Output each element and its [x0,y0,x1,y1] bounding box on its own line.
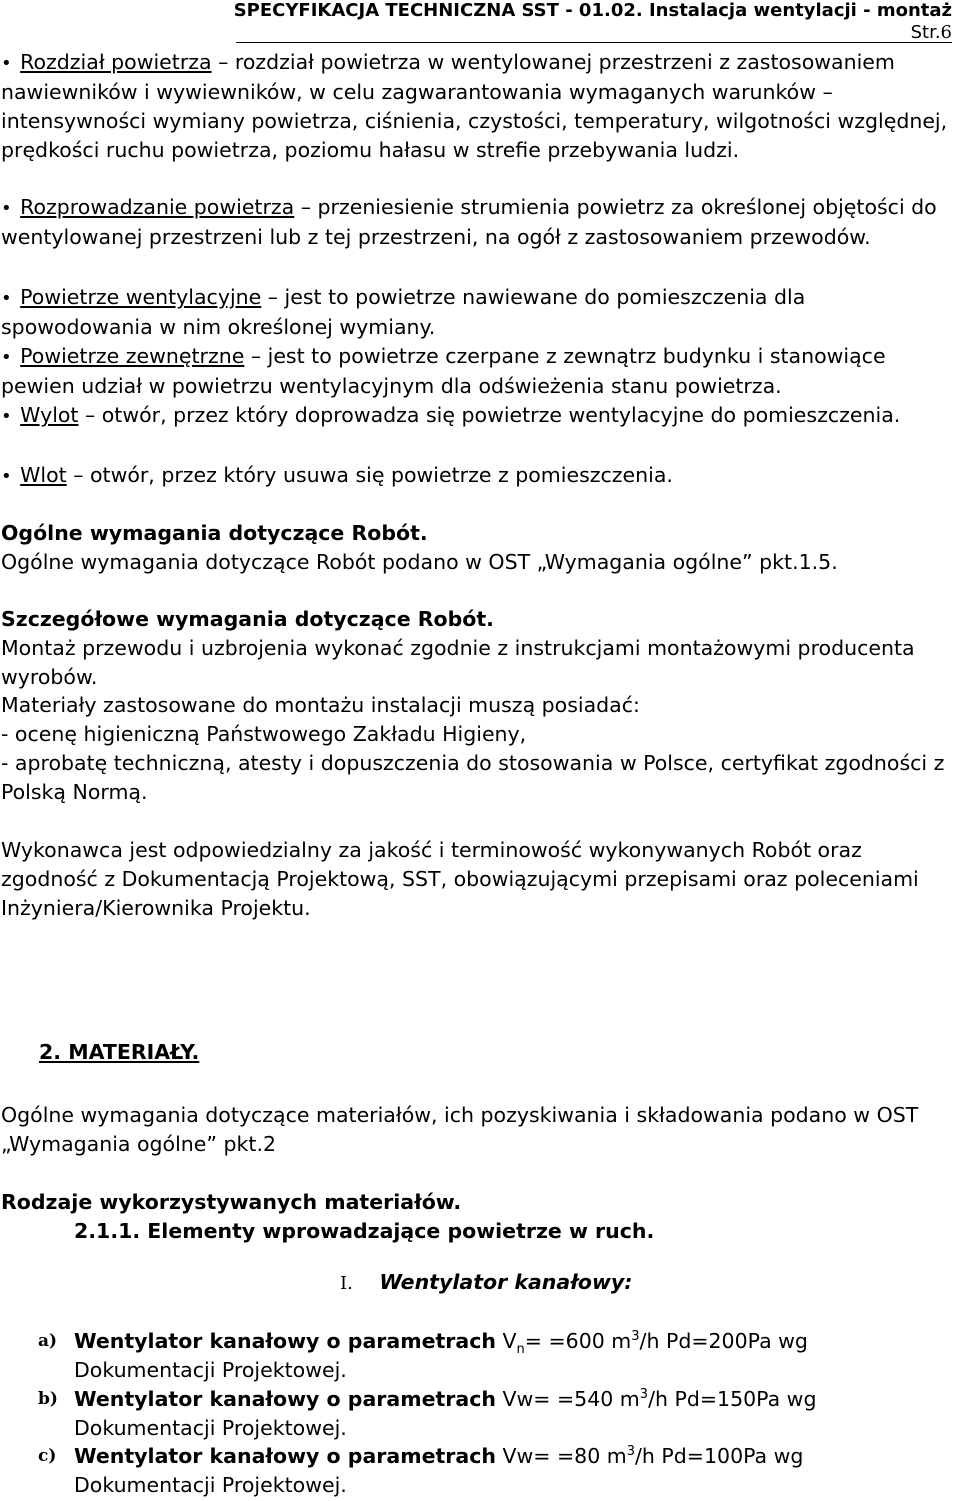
definition-term: Rozprowadzanie powietrza [20,195,295,219]
definition-term: Wlot [20,463,67,487]
definition-text: – przeniesienie strumienia powietrz za określonej objętości do wentylowanej przestrzeni lub z tej przestrzeni, na ogół z zastosowaniem przewodów. [1,195,937,249]
definition-item [1,342,956,401]
item-title: Wentylator kanałowy o parametrach [74,1387,496,1411]
fan-heading: Wentylator kanałowy: [379,1270,633,1294]
paragraph: - ocenę higieniczną Państwowego Zakładu Higieny, [1,722,527,746]
paragraph: - aprobatę techniczną, atesty i dopuszczenia do stosowania w Polsce, certyfikat zgodności z Polską Normą. [1,751,945,804]
item-line2: Dokumentacji Projektowej. [74,1358,347,1382]
chapter-heading-text: 2. MATERIAŁY. [39,1040,200,1064]
section-heading: Ogólne wymagania dotyczące Robót. [1,521,428,545]
item-pre: V [495,1329,517,1353]
definition-term: Rozdział powietrza [20,50,212,74]
page-number-value: 6 [940,22,952,43]
paragraph: Ogólne wymagania dotyczące materiałów, ich pozyskiwania i składowania podano w OST „Wymagania ogólne” pkt.2 [1,1103,919,1156]
item-sup: 3 [639,1387,649,1403]
paragraph: Materiały zastosowane do montażu instalacji muszą posiadać: [1,693,640,717]
definition-item [1,401,956,431]
definition-text: – rozdział powietrza w wentylowanej przestrzeni z zastosowaniem nawiewników i wywiewników, w celu zagwarantowania wymaganych warunków – intensywności wymiany powietrza, ciśnienia, czystości, temperatury, wilgotności względnej, prędkości ruchu powietrza, poziomu hałasu w strefie przebywania ludzi. [1,50,948,162]
bullet-icon: • [1,406,12,427]
bullet-icon: • [1,466,12,487]
item-pre: Vw= =540 m [495,1387,640,1411]
definition-term: Wylot [20,403,79,427]
item-mid: = =600 m [524,1329,632,1353]
item-letter: a) [38,1331,58,1351]
item-sup: 3 [631,1329,640,1345]
bullet-icon: • [1,198,12,219]
header-rule [236,42,952,43]
bullet-icon: • [1,347,12,368]
item-letter: b) [38,1389,58,1409]
page-prefix: Str. [910,22,941,43]
item-pre: Vw= =80 m [495,1444,627,1468]
section-heading: Rodzaje wykorzystywanych materiałów. [1,1190,462,1214]
roman-numeral: I. [340,1273,353,1294]
subsection-heading: 2.1.1. Elementy wprowadzające powietrze w ruch. [74,1219,655,1243]
definition-item [1,48,956,165]
definition-item [1,283,956,342]
chapter-heading [39,1038,439,1067]
item-sub: n [516,1342,525,1358]
definition-text: – jest to powietrze nawiewane do pomieszczenia dla spowodowania w nim określonej wymiany. [1,285,806,339]
item-title: Wentylator kanałowy o parametrach [74,1444,496,1468]
page-header-title: SPECYFIKACJA TECHNICZNA SST - 01.02. Instalacja wentylacji - montaż [233,0,952,21]
bullet-icon: • [1,288,12,309]
fan-heading-row [340,1268,940,1298]
definition-item [1,461,956,491]
item-title: Wentylator kanałowy o parametrach [74,1329,496,1353]
section-heading: Szczegółowe wymagania dotyczące Robót. [1,607,494,631]
item-letter: c) [38,1446,57,1466]
paragraph: Montaż przewodu i uzbrojenia wykonać zgodnie z instrukcjami montażowymi producenta wyrobów. [1,636,915,689]
definition-text: – jest to powietrze czerpane z zewnątrz budynku i stanowiące pewien udział w powietrzu wentylacyjnym dla odświeżenia stanu powietrza. [1,344,886,398]
item-post: /h Pd=200Pa wg [639,1329,808,1353]
item-post: /h Pd=100Pa wg [635,1444,804,1468]
item-sup: 3 [626,1444,636,1460]
item-line2: Dokumentacji Projektowej. [74,1473,347,1497]
item-line2: Dokumentacji Projektowej. [74,1416,347,1440]
paragraph: Ogólne wymagania dotyczące Robót podano w OST „Wymagania ogólne” pkt.1.5. [1,550,838,574]
page-number [911,22,952,44]
definition-text: – otwór, przez który usuwa się powietrze z pomieszczenia. [66,463,673,487]
definition-term: Powietrze zewnętrzne [20,344,245,368]
paragraph: Wykonawca jest odpowiedzialny za jakość i terminowość wykonywanych Robót oraz zgodność z Dokumentacją Projektową, SST, obowiązującymi przepisami oraz poleceniami Inżyniera/Kierownika Projektu. [1,838,919,920]
bullet-icon: • [1,53,12,74]
definition-item [1,193,956,252]
definition-term: Powietrze wentylacyjne [20,285,262,309]
item-post: /h Pd=150Pa wg [648,1387,817,1411]
definition-text: – otwór, przez który doprowadza się powietrze wentylacyjne do pomieszczenia. [78,403,901,427]
